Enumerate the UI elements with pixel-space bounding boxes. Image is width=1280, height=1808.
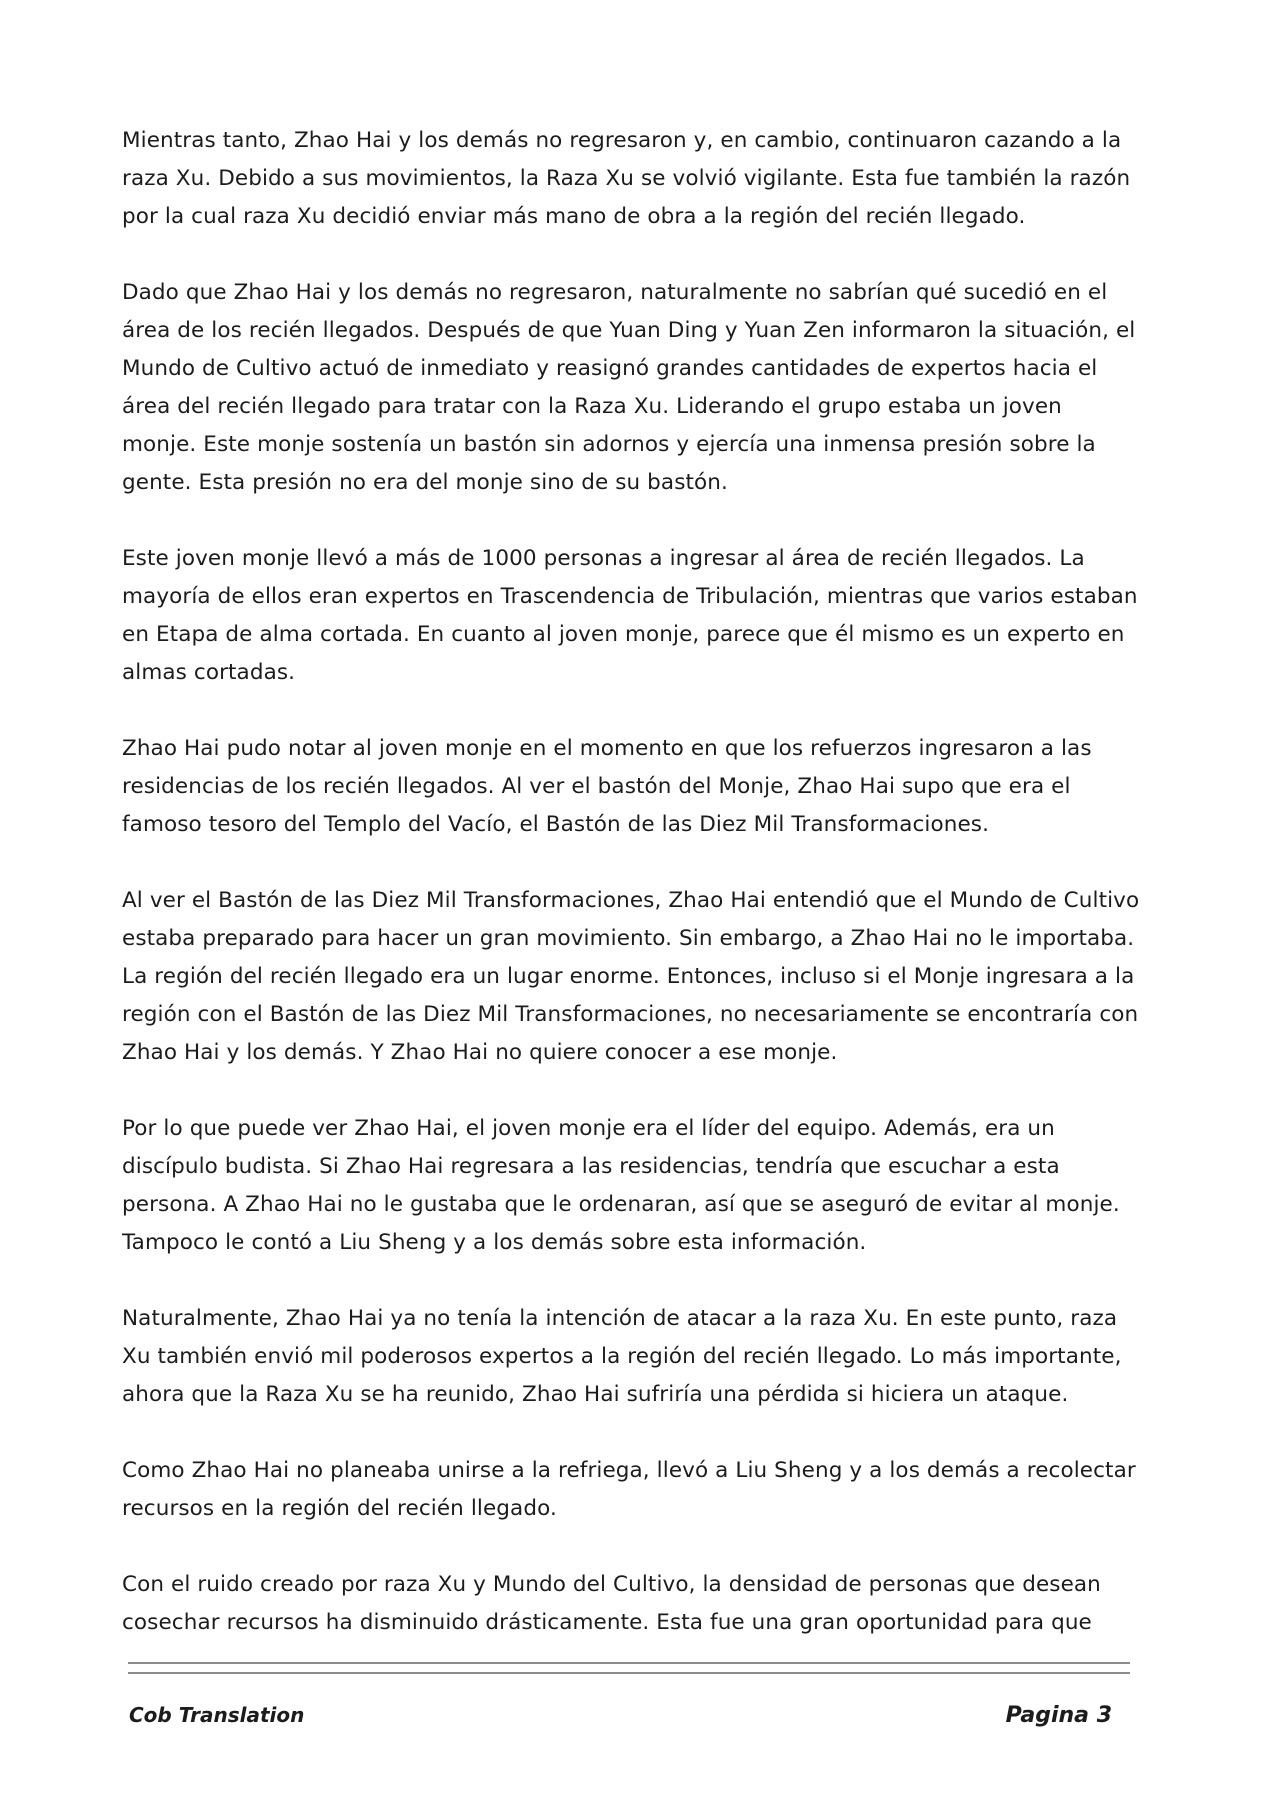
document-body <box>122 122 1142 1680</box>
paragraph-9: Con el ruido creado por raza Xu y Mundo del Cultivo, la densidad de personas que desean cosechar recursos ha disminuido drásticamente. Esta fue una gran oportunidad para que <box>122 1572 1101 1635</box>
paragraph-7: Naturalmente, Zhao Hai ya no tenía la intención de atacar a la raza Xu. En este punto, raza Xu también envió mil poderosos expertos a la región del recién llegado. Lo más importante, ahora que la Raza Xu se ha reunido, Zhao Hai sufriría una pérdida si hiciera un ataque. <box>122 1306 1122 1407</box>
paragraph-6: Por lo que puede ver Zhao Hai, el joven monje era el líder del equipo. Además, era un discípulo budista. Si Zhao Hai regresara a las residencias, tendría que escuchar a esta persona. A Zhao Hai no le gustaba que le ordenaran, así que se aseguró de evitar al monje. Tampoco le contó a Liu Sheng y a los demás sobre esta información. <box>122 1116 1120 1255</box>
paragraph-2: Dado que Zhao Hai y los demás no regresaron, naturalmente no sabrían qué sucedió en el área de los recién llegados. Después de que Yuan Ding y Yuan Zen informaron la situación, el Mundo de Cultivo actuó de inmediato y reasignó grandes cantidades de expertos hacia el área del recién llegado para tratar con la Raza Xu. Liderando el grupo estaba un joven monje. Este monje sostenía un bastón sin adornos y ejercía una inmensa presión sobre la gente. Esta presión no era del monje sino de su bastón. <box>122 280 1136 495</box>
paragraph-5: Al ver el Bastón de las Diez Mil Transformaciones, Zhao Hai entendió que el Mundo de Cultivo estaba preparado para hacer un gran movimiento. Sin embargo, a Zhao Hai no le importaba. La región del recién llegado era un lugar enorme. Entonces, incluso si el Monje ingresara a la región con el Bastón de las Diez Mil Transformaciones, no necesariamente se encontraría con Zhao Hai y los demás. Y Zhao Hai no quiere conocer a ese monje. <box>122 888 1140 1065</box>
paragraph-1: Mientras tanto, Zhao Hai y los demás no regresaron y, en cambio, continuaron cazando a la raza Xu. Debido a sus movimientos, la Raza Xu se volvió vigilante. Esta fue también la razón por la cual raza Xu decidió enviar más mano de obra a la región del recién llegado. <box>122 128 1131 229</box>
footer-translator-credit: Cob Translation <box>129 1703 305 1727</box>
paragraph-4: Zhao Hai pudo notar al joven monje en el momento en que los refuerzos ingresaron a las residencias de los recién llegados. Al ver el bastón del Monje, Zhao Hai supo que era el famoso tesoro del Templo del Vacío, el Bastón de las Diez Mil Transformaciones. <box>122 736 1092 837</box>
footer-divider-bottom <box>128 1672 1130 1674</box>
footer-page-number: Pagina 3 <box>1005 1703 1112 1728</box>
paragraph-8: Como Zhao Hai no planeaba unirse a la refriega, llevó a Liu Sheng y a los demás a recolectar recursos en la región del recién llegado. <box>122 1458 1136 1521</box>
paragraph-3: Este joven monje llevó a más de 1000 personas a ingresar al área de recién llegados. La mayoría de ellos eran expertos en Trascendencia de Tribulación, mientras que varios estaban en Etapa de alma cortada. En cuanto al joven monje, parece que él mismo es un experto en almas cortadas. <box>122 546 1138 685</box>
footer-divider-top <box>128 1662 1130 1664</box>
